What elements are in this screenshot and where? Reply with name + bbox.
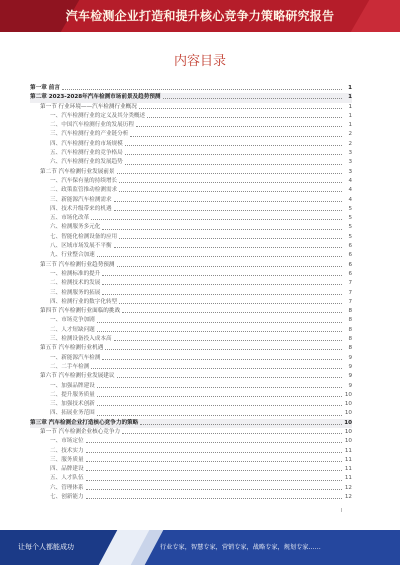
- toc-entry-label: 一、汽车保有量的持续增长: [50, 177, 118, 184]
- toc-entry-label: 二、检测技术的发展: [50, 280, 101, 287]
- toc-section-row[interactable]: [30, 307, 352, 316]
- toc-section-row[interactable]: [30, 372, 352, 381]
- toc-leader-dots: [139, 108, 342, 109]
- toc-section-row[interactable]: [30, 428, 352, 437]
- toc-entry-page: 8: [348, 345, 352, 352]
- toc-leader-dots: [122, 312, 342, 313]
- toc-entry-label: 第一章 前言: [30, 85, 60, 91]
- toc-entry-label: 七、智能化检测设备的应用: [50, 233, 118, 240]
- toc-item-row[interactable]: [30, 242, 352, 251]
- footer-tagline: 行业专家，智慧专家，营销专家，战略专家，规划专家……: [160, 544, 321, 551]
- toc-leader-dots: [86, 452, 342, 453]
- toc-leader-dots: [86, 461, 342, 462]
- toc-entry-label: 一、新能源汽车检测: [50, 354, 101, 361]
- report-header: [0, 0, 400, 32]
- toc-chapter-row[interactable]: [30, 419, 352, 428]
- toc-entry-label: 六、管理体系: [50, 484, 84, 491]
- toc-leader-dots: [119, 303, 342, 304]
- toc-entry-page: 11: [344, 475, 352, 482]
- toc-item-row[interactable]: [30, 363, 352, 372]
- toc-item-row[interactable]: [30, 223, 352, 232]
- toc-entry-label: 三、检测设备投入成本高: [50, 336, 112, 343]
- toc-entry-page: 1: [348, 85, 352, 91]
- toc-entry-page: 1: [348, 112, 352, 119]
- toc-leader-dots: [91, 219, 342, 220]
- toc-entry-label: 第一节 行业环境——汽车检测行业概况: [40, 103, 137, 110]
- toc-entry-page: 5: [348, 205, 352, 212]
- toc-entry-label: 五、人才队伍: [50, 475, 84, 482]
- toc-entry-page: 9: [348, 363, 352, 370]
- toc-leader-dots: [119, 182, 342, 183]
- toc-entry-label: 四、拓展业务范围: [50, 410, 95, 417]
- toc-entry-page: 5: [348, 215, 352, 222]
- toc-leader-dots: [86, 498, 342, 499]
- toc-leader-dots: [114, 247, 342, 248]
- toc-chapter-row[interactable]: [30, 84, 352, 93]
- toc-entry-page: 6: [348, 261, 352, 268]
- toc-entry-page: 11: [344, 466, 352, 473]
- toc-item-row[interactable]: [30, 316, 352, 325]
- toc-leader-dots: [114, 340, 342, 341]
- toc-entry-page: 10: [344, 438, 352, 445]
- toc-item-row[interactable]: [30, 437, 352, 446]
- toc-leader-dots: [86, 470, 342, 471]
- toc-entry-page: 7: [348, 280, 352, 287]
- toc-entry-page: 10: [344, 391, 352, 398]
- toc-entry-page: 4: [348, 187, 352, 194]
- toc-item-row[interactable]: [30, 447, 352, 456]
- toc-entry-page: 10: [344, 401, 352, 408]
- toc-entry-page: 1: [348, 103, 352, 110]
- toc-entry-label: 二、技术实力: [50, 447, 84, 454]
- toc-leader-dots: [119, 238, 342, 239]
- toc-entry-label: 三、检测服务的拓展: [50, 289, 101, 296]
- toc-entry-page: 9: [348, 373, 352, 380]
- toc-entry-label: 二、二手车检测: [50, 363, 90, 370]
- toc-entry-page: 9: [348, 382, 352, 389]
- toc-entry-page: 8: [348, 317, 352, 324]
- toc-entry-page: 5: [348, 224, 352, 231]
- toc-item-row[interactable]: [30, 400, 352, 409]
- toc-leader-dots: [91, 368, 342, 369]
- toc-chapter-row[interactable]: [30, 93, 352, 102]
- toc-leader-dots: [102, 284, 342, 285]
- toc-item-row[interactable]: [30, 140, 352, 149]
- toc-entry-label: 第六节 汽车检测行业发展建议: [40, 373, 115, 380]
- toc-entry-label: 四、汽车检测行业的市场规模: [50, 140, 123, 147]
- toc-entry-label: 第四节 汽车检测行业面临的挑战: [40, 308, 121, 315]
- toc-leader-dots: [114, 210, 342, 211]
- toc-entry-label: 一、汽车检测行业的定义及其分类概述: [50, 112, 146, 119]
- toc-entry-page: 6: [348, 270, 352, 277]
- toc-leader-dots: [147, 117, 342, 118]
- toc-leader-dots: [163, 98, 342, 99]
- toc-item-row[interactable]: [30, 214, 352, 223]
- toc-entry-label: 二、中国汽车检测行业的发展历程: [50, 122, 134, 129]
- toc-entry-label: 四、技术升级带来的机遇: [50, 205, 112, 212]
- toc-item-row[interactable]: [30, 474, 352, 483]
- toc-item-row[interactable]: [30, 130, 352, 139]
- toc-entry-page: 10: [344, 410, 352, 417]
- toc-leader-dots: [97, 405, 342, 406]
- toc-section-row[interactable]: [30, 261, 352, 270]
- toc-item-row[interactable]: [30, 493, 352, 502]
- toc-leader-dots: [119, 191, 342, 192]
- toc-entry-label: 六、检测服务多元化: [50, 224, 101, 231]
- toc-item-row[interactable]: [30, 409, 352, 418]
- toc-entry-label: 一、检测标准的提升: [50, 270, 101, 277]
- toc-entry-label: 第五节 汽车检测行业机遇: [40, 345, 104, 352]
- toc-entry-label: 三、服务质量: [50, 456, 84, 463]
- toc-entry-label: 二、政策监管推动检测需求: [50, 187, 118, 194]
- toc-section-row[interactable]: [30, 103, 352, 112]
- toc-entry-page: 3: [348, 150, 352, 157]
- toc-leader-dots: [102, 275, 342, 276]
- toc-leader-dots: [102, 294, 342, 295]
- toc-entry-page: 4: [348, 177, 352, 184]
- toc-item-row[interactable]: [30, 186, 352, 195]
- toc-leader-dots: [105, 349, 342, 350]
- toc-entry-label: 二、提升服务质量: [50, 391, 95, 398]
- toc-entry-label: 五、市场化改革: [50, 215, 90, 222]
- toc-section-row[interactable]: [30, 344, 352, 353]
- toc-section-row[interactable]: [30, 168, 352, 177]
- toc-entry-label: 一、加强品牌建设: [50, 382, 95, 389]
- toc-leader-dots: [86, 489, 342, 490]
- toc-entry-page: 12: [344, 494, 352, 501]
- toc-leader-dots: [130, 136, 342, 137]
- toc-leader-dots: [125, 164, 342, 165]
- toc-item-row[interactable]: [30, 121, 352, 130]
- toc-item-row[interactable]: [30, 149, 352, 158]
- toc-entry-page: 2: [348, 140, 352, 147]
- toc-entry-label: 第一节 汽车检测企业核心竞争力: [40, 428, 121, 435]
- toc-item-row[interactable]: [30, 233, 352, 242]
- toc-entry-label: 第二节 汽车检测行业发展前景: [40, 168, 115, 175]
- toc-entry-page: 6: [348, 243, 352, 250]
- toc-leader-dots: [117, 266, 343, 267]
- toc-item-row[interactable]: [30, 289, 352, 298]
- toc-item-row[interactable]: [30, 251, 352, 260]
- toc-item-row[interactable]: [30, 456, 352, 465]
- toc-entry-page: 7: [348, 298, 352, 305]
- toc-leader-dots: [97, 256, 342, 257]
- toc-entry-label: 第三节 汽车检测行业趋势预测: [40, 261, 115, 268]
- toc-leader-dots: [117, 377, 343, 378]
- toc-entry-page: 11: [344, 447, 352, 454]
- toc-leader-dots: [97, 396, 342, 397]
- toc-leader-dots: [86, 480, 342, 481]
- toc-leader-dots: [86, 442, 342, 443]
- toc-leader-dots: [102, 359, 342, 360]
- toc-leader-dots: [97, 415, 342, 416]
- toc-entry-page: 10: [344, 428, 352, 435]
- toc-item-row[interactable]: [30, 205, 352, 214]
- toc-item-row[interactable]: [30, 326, 352, 335]
- toc-leader-dots: [136, 126, 342, 127]
- toc-item-row[interactable]: [30, 196, 352, 205]
- toc-entry-label: 三、加强技术创新: [50, 401, 95, 408]
- toc-entry-page: 8: [348, 336, 352, 343]
- toc-entry-page: 1: [348, 122, 352, 129]
- toc-entry-page: 11: [344, 456, 352, 463]
- toc-entry-page: 5: [348, 233, 352, 240]
- toc-item-row[interactable]: [30, 465, 352, 474]
- toc-entry-page: 12: [344, 484, 352, 491]
- toc-entry-label: 七、创新能力: [50, 494, 84, 501]
- toc-leader-dots: [97, 331, 342, 332]
- toc-entry-page: 9: [348, 354, 352, 361]
- toc-leader-dots: [122, 433, 342, 434]
- toc-entry-page: 3: [348, 159, 352, 166]
- toc-entry-label: 六、汽车检测行业的发展趋势: [50, 159, 123, 166]
- toc-item-row[interactable]: [30, 354, 352, 363]
- toc-entry-label: 四、检测行业的数字化转型: [50, 298, 118, 305]
- toc-entry-label: 九、行业整合加速: [50, 252, 95, 259]
- toc-entry-page: 8: [348, 308, 352, 315]
- toc-entry-label: 三、新能源汽车检测需求: [50, 196, 112, 203]
- toc-item-row[interactable]: [30, 270, 352, 279]
- toc-leader-dots: [62, 89, 342, 90]
- toc-leader-dots: [117, 173, 343, 174]
- toc-entry-label: 一、市场定位: [50, 438, 84, 445]
- footer-slogan: 让每个人都能成功: [18, 543, 74, 551]
- toc-leader-dots: [125, 145, 342, 146]
- toc-leader-dots: [97, 387, 342, 388]
- report-title: 汽车检测企业打造和提升核心竞争力策略研究报告: [65, 9, 335, 23]
- toc-leader-dots: [114, 201, 342, 202]
- toc-entry-page: 3: [348, 168, 352, 175]
- toc-entry-page: 7: [348, 289, 352, 296]
- toc-entry-label: 五、汽车检测行业的竞争格局: [50, 150, 123, 157]
- toc-entry-label: 四、品牌建设: [50, 466, 84, 473]
- toc-entry-page: 1: [348, 94, 352, 101]
- toc-heading: 内容目录: [173, 54, 226, 69]
- toc-entry-label: 三、汽车检测行业的产业链分析: [50, 131, 129, 138]
- toc-item-row[interactable]: [30, 298, 352, 307]
- toc-entry-page: 6: [348, 252, 352, 259]
- toc-leader-dots: [125, 154, 342, 155]
- toc-entry-page: 10: [344, 419, 352, 426]
- table-of-contents: [30, 84, 352, 502]
- toc-entry-page: 2: [348, 131, 352, 138]
- toc-item-row[interactable]: [30, 391, 352, 400]
- report-footer: [0, 530, 400, 565]
- toc-item-row[interactable]: [30, 382, 352, 391]
- toc-item-row[interactable]: [30, 335, 352, 344]
- toc-entry-label: 二、人才短缺问题: [50, 326, 95, 333]
- toc-entry-label: 一、市场竞争加剧: [50, 317, 95, 324]
- page-number: I: [341, 508, 343, 514]
- toc-entry-label: 第三章 汽车检测企业打造核心竞争力的策略: [30, 419, 139, 426]
- toc-entry-page: 8: [348, 326, 352, 333]
- toc-leader-dots: [140, 424, 342, 425]
- toc-entry-page: 4: [348, 196, 352, 203]
- toc-item-row[interactable]: [30, 484, 352, 493]
- toc-entry-label: 第二章 2023-2028年汽车检测市场前景及趋势预测: [30, 94, 161, 101]
- toc-item-row[interactable]: [30, 279, 352, 288]
- toc-entry-label: 八、区域市场发展不平衡: [50, 243, 112, 250]
- toc-item-row[interactable]: [30, 112, 352, 121]
- toc-leader-dots: [97, 322, 342, 323]
- toc-item-row[interactable]: [30, 177, 352, 186]
- toc-item-row[interactable]: [30, 158, 352, 167]
- toc-leader-dots: [102, 229, 342, 230]
